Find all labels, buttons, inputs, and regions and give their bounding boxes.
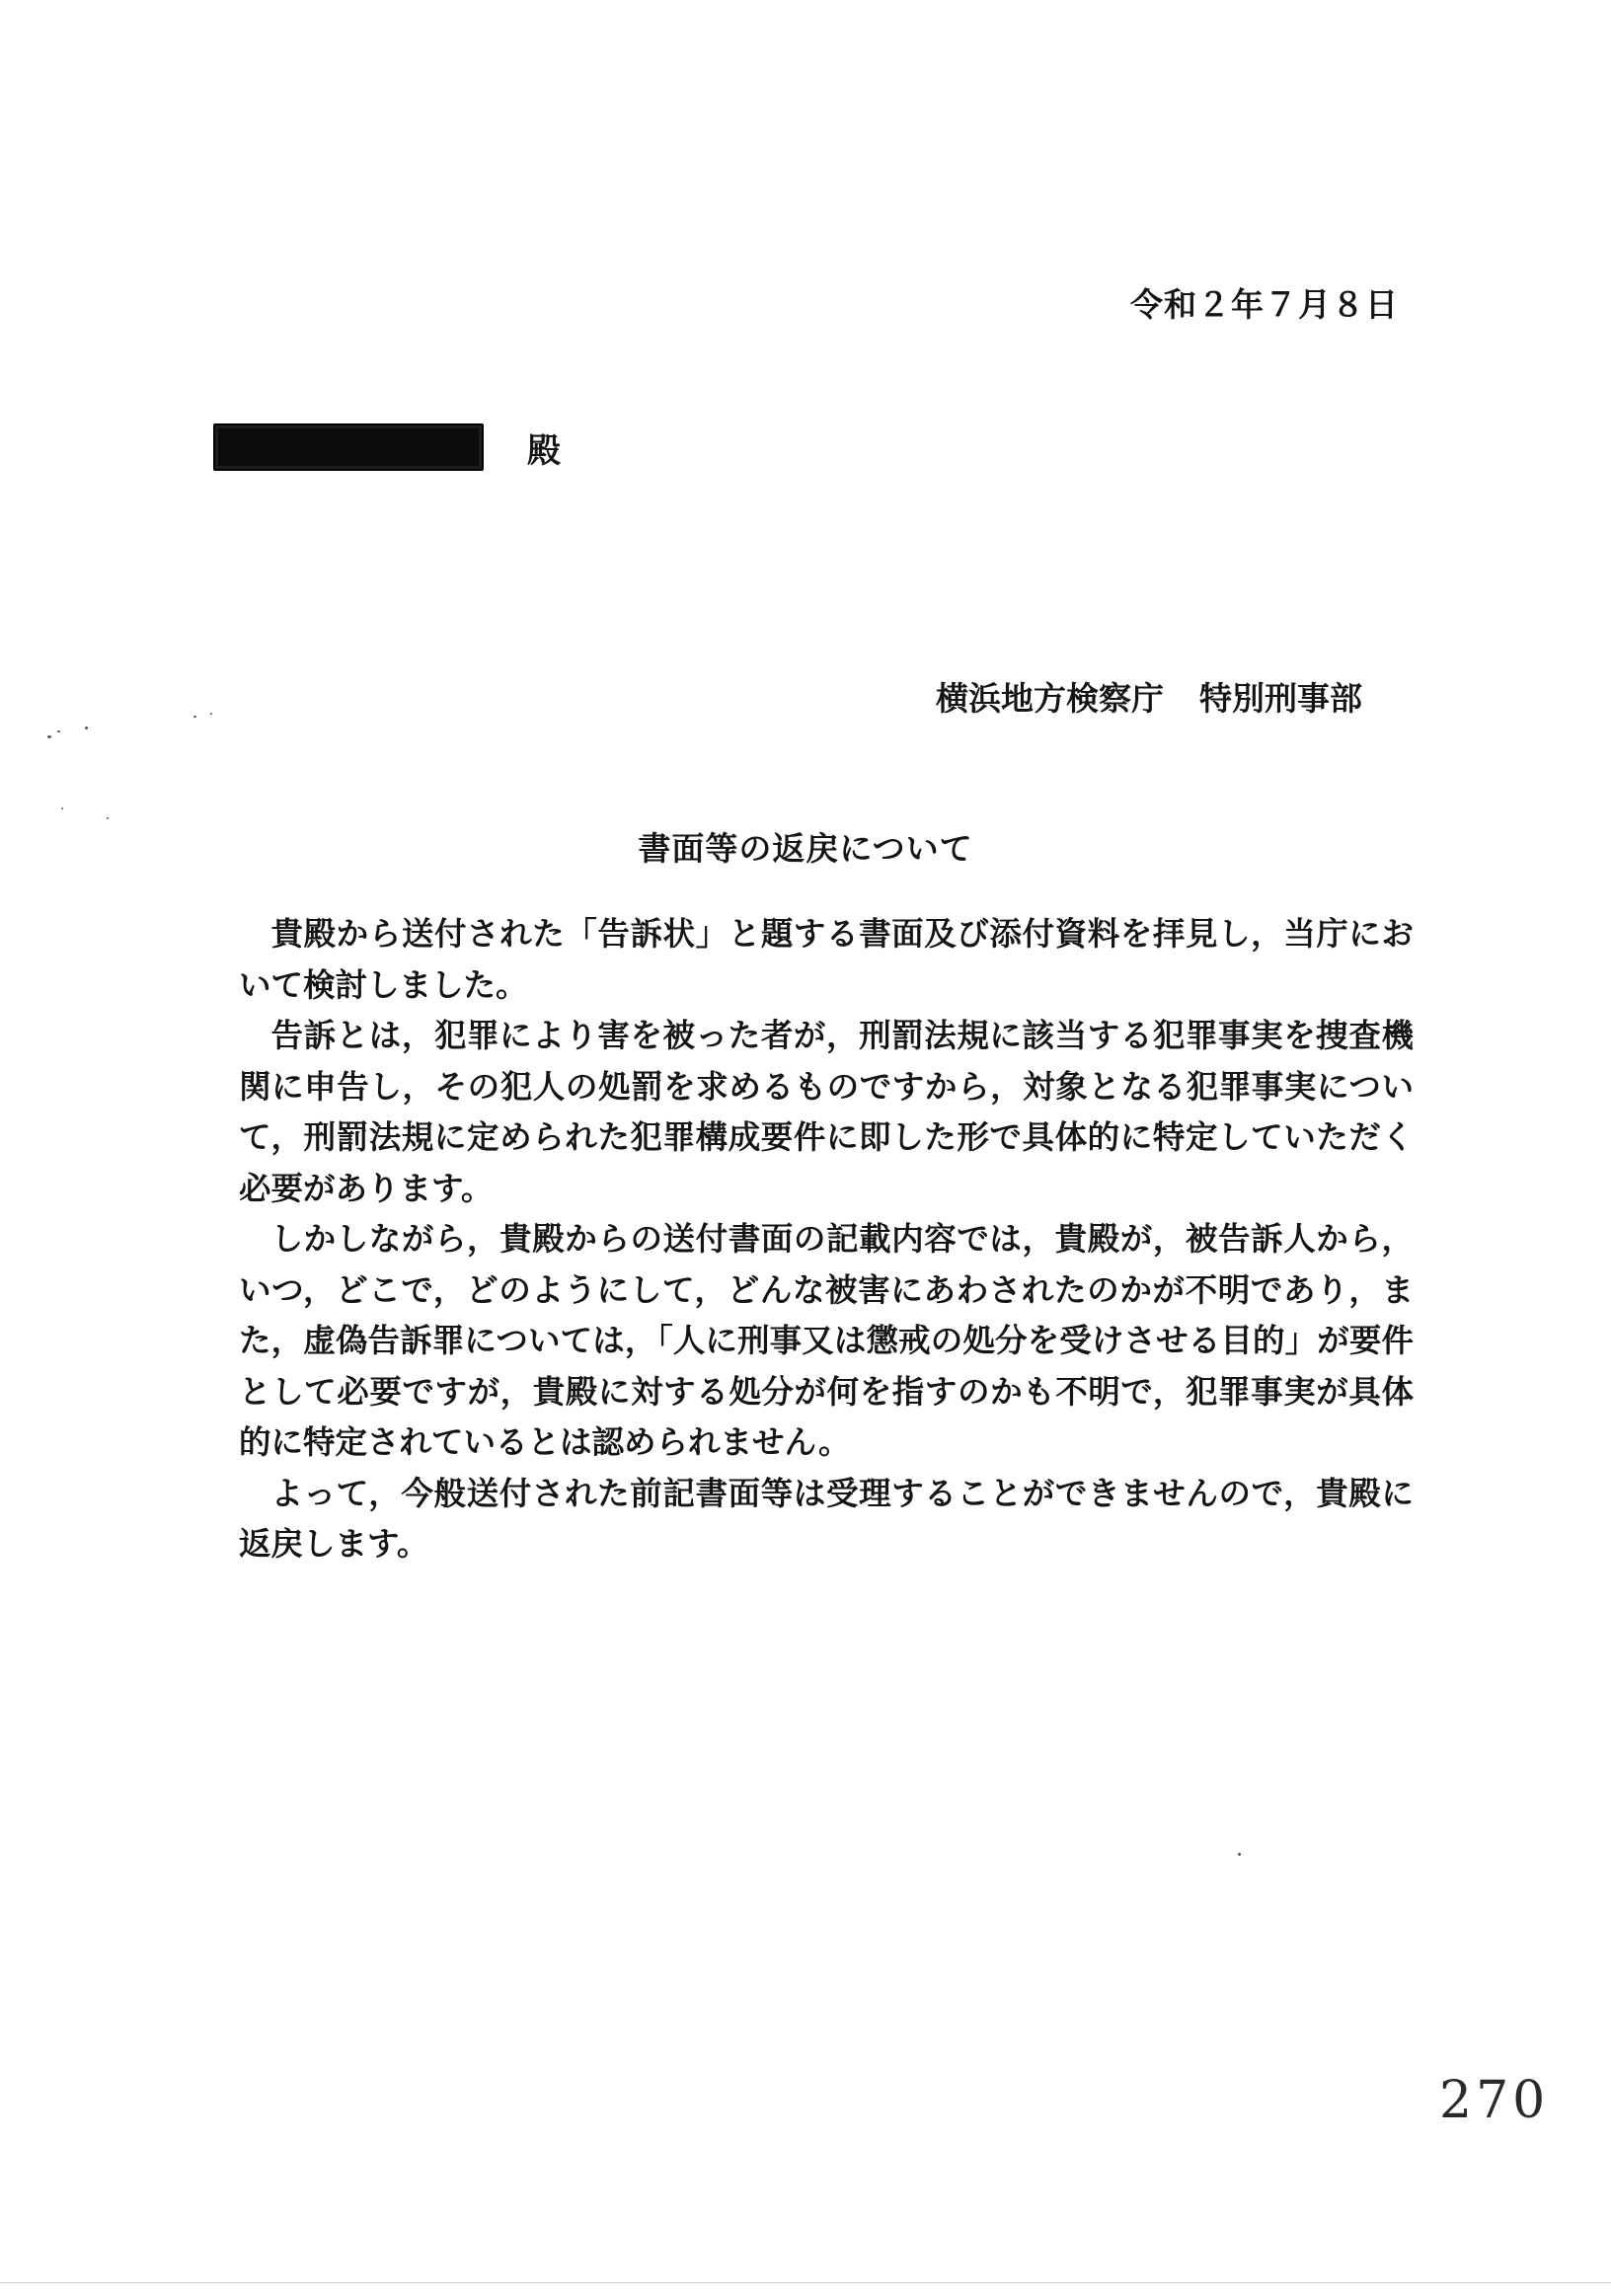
document-body [239,908,1414,1569]
sender-office: 横浜地方検察庁 [936,679,1164,718]
document-date: 令和２年７月８日 [1130,285,1399,324]
sender-line [936,673,1390,720]
scan-speck [57,730,60,732]
body-paragraph: 告訴とは，犯罪により害を被った者が，刑罰法規に該当する犯罪事実を捜査機関に申告し，その犯人の処罰を求めるものですから，対象となる犯罪事実について，刑罰法規に定められた犯罪構成要件に即した形で具体的に特定していただく必要があります。 [239,1016,1414,1207]
redacted-recipient-name [213,423,484,471]
body-paragraph: 貴殿から送付された「告訴状」と題する書面及び添付資料を拝見し，当庁において検討しました。 [239,914,1414,1004]
recipient-line [213,422,561,472]
scan-speck [85,727,88,729]
scan-speck [61,807,63,809]
recipient-honorific: 殿 [527,430,561,471]
scan-speck [210,713,212,715]
body-paragraph: よって，今般送付された前記書面等は受理することができませんので，貴殿に返戻します。 [239,1473,1414,1563]
scan-speck [47,735,51,738]
body-paragraph: しかしながら，貴殿からの送付書面の記載内容では，貴殿が，被告訴人から，いつ，どこで，どのようにして，どんな被害にあわされたのかが不明であり，また，虚偽告訴罪については，「人に刑事又は懲戒の処分を受けさせる目的」が要件として必要ですが，貴殿に対する処分が何を指すのかも不明で，犯罪事実が具体的に特定されているとは認められません。 [239,1219,1414,1461]
scan-speck [1238,1853,1241,1856]
document-subject: 書面等の返戻について [638,829,973,868]
scan-speck [193,716,196,718]
scan-edge-line [0,2282,1611,2283]
page-number: 270 [1439,2071,1550,2130]
sender-department: 特別刑事部 [1199,679,1362,718]
scan-speck [107,817,109,819]
